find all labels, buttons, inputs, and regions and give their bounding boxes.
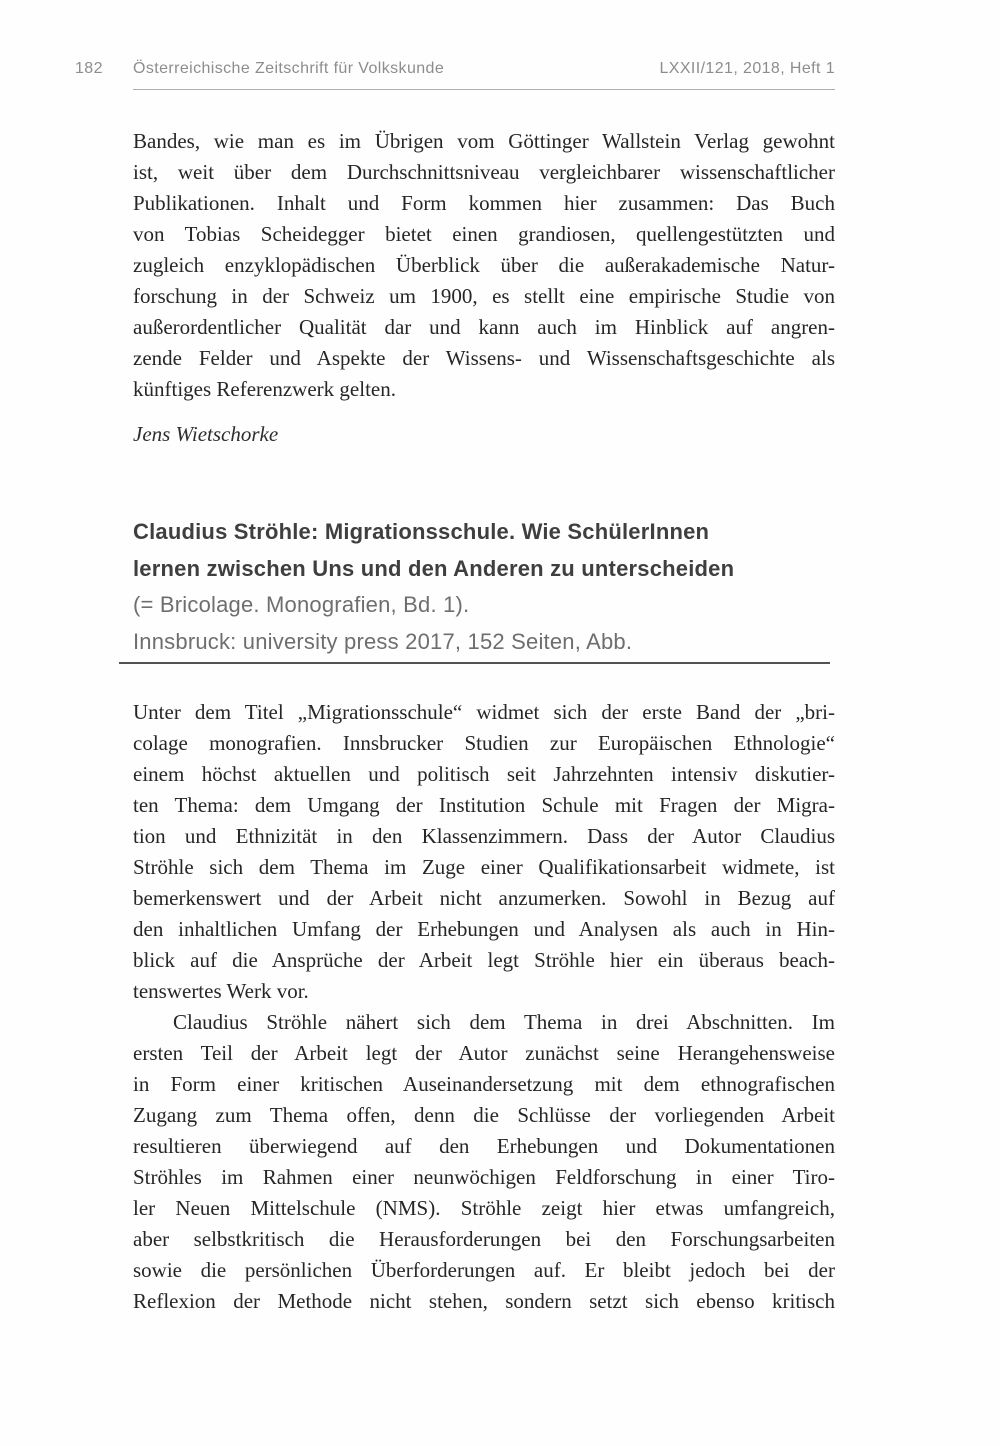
- review-body: [133, 697, 835, 1317]
- text-line: außerordentlicher Qualität dar und kann auch im Hinblick auf angren-: [133, 315, 835, 339]
- text-line: ten Thema: dem Umgang der Institution Schule mit Fragen der Migra-: [133, 793, 835, 817]
- header-rule: [133, 89, 835, 90]
- text-line: zende Felder und Aspekte der Wissens- und Wissenschaftsgeschichte als: [133, 346, 835, 370]
- text-line: bemerkenswert und der Arbeit nicht anzumerken. Sowohl in Bezug auf: [133, 886, 835, 910]
- book-title-line: lernen zwischen Uns und den Anderen zu unterscheiden: [133, 555, 735, 581]
- book-publisher-line: Innsbruck: university press 2017, 152 Seiten, Abb.: [133, 628, 633, 654]
- text-line: ersten Teil der Arbeit legt der Autor zunächst seine Herangehensweise: [133, 1041, 835, 1065]
- book-heading: [133, 514, 835, 660]
- journal-title: Österreichische Zeitschrift für Volkskunde: [133, 60, 445, 77]
- text-line: in Form einer kritischen Auseinandersetzung mit dem ethnografischen: [133, 1072, 835, 1096]
- book-series-line: (= Bricolage. Monografien, Bd. 1).: [133, 592, 470, 617]
- text-line: Ströhle sich dem Thema im Zuge einer Qualifikationsarbeit widmete, ist: [133, 855, 835, 879]
- text-line: colage monografien. Innsbrucker Studien zur Europäischen Ethnologie“: [133, 731, 835, 755]
- text-line: ist, weit über dem Durchschnittsniveau vergleichbarer wissenschaftlicher: [133, 160, 835, 184]
- page-number: 182: [75, 60, 103, 77]
- text-line: tion und Ethnizität in den Klassenzimmern. Dass der Autor Claudius: [133, 824, 835, 848]
- text-line: künftiges Referenzwerk gelten.: [133, 377, 396, 401]
- page-header: [75, 60, 835, 78]
- text-line: aber selbstkritisch die Herausforderungen bei den Forschungsarbeiten: [133, 1227, 835, 1251]
- text-line: Ströhles im Rahmen einer neunwöchigen Feldforschung in einer Tiro-: [133, 1165, 835, 1189]
- section-rule: [119, 662, 830, 664]
- text-line: blick auf die Ansprüche der Arbeit legt Ströhle hier ein überaus beach-: [133, 948, 835, 972]
- text-line: Unter dem Titel „Migrationsschule“ widmet sich der erste Band der „bri-: [133, 700, 835, 724]
- text-line: einem höchst aktuellen und politisch seit Jahrzehnten intensiv diskutier-: [133, 762, 835, 786]
- text-line: den inhaltlichen Umfang der Erhebungen und Analysen als auch in Hin-: [133, 917, 835, 941]
- text-line: Publikationen. Inhalt und Form kommen hier zusammen: Das Buch: [133, 191, 835, 215]
- text-line: zugleich enzyklopädischen Überblick über die außerakademische Natur-: [133, 253, 835, 277]
- text-line: resultieren überwiegend auf den Erhebungen und Dokumentationen: [133, 1134, 835, 1158]
- text-line: sowie die persönlichen Überforderungen auf. Er bleibt jedoch bei der: [133, 1258, 835, 1282]
- issue-info: LXXII/121, 2018, Heft 1: [659, 60, 835, 77]
- text-line: von Tobias Scheidegger bietet einen grandiosen, quellengestützten und: [133, 222, 835, 246]
- text-line: Zugang zum Thema offen, denn die Schlüsse der vorliegenden Arbeit: [133, 1103, 835, 1127]
- book-title-line: Claudius Ströhle: Migrationsschule. Wie SchülerInnen: [133, 519, 710, 544]
- text-line: ler Neuen Mittelschule (NMS). Ströhle zeigt hier etwas umfangreich,: [133, 1196, 835, 1220]
- text-line: Reflexion der Methode nicht stehen, sondern setzt sich ebenso kritisch: [133, 1289, 835, 1313]
- text-line: tenswertes Werk vor.: [133, 979, 309, 1003]
- previous-review-paragraph: [133, 126, 835, 405]
- review-author: Jens Wietschorke: [133, 422, 279, 446]
- text-line: Claudius Ströhle nähert sich dem Thema in drei Abschnitten. Im: [173, 1010, 835, 1034]
- text-line: forschung in der Schweiz um 1900, es stellt eine empirische Studie von: [133, 284, 835, 308]
- text-line: Bandes, wie man es im Übrigen vom Göttinger Wallstein Verlag gewohnt: [133, 129, 835, 153]
